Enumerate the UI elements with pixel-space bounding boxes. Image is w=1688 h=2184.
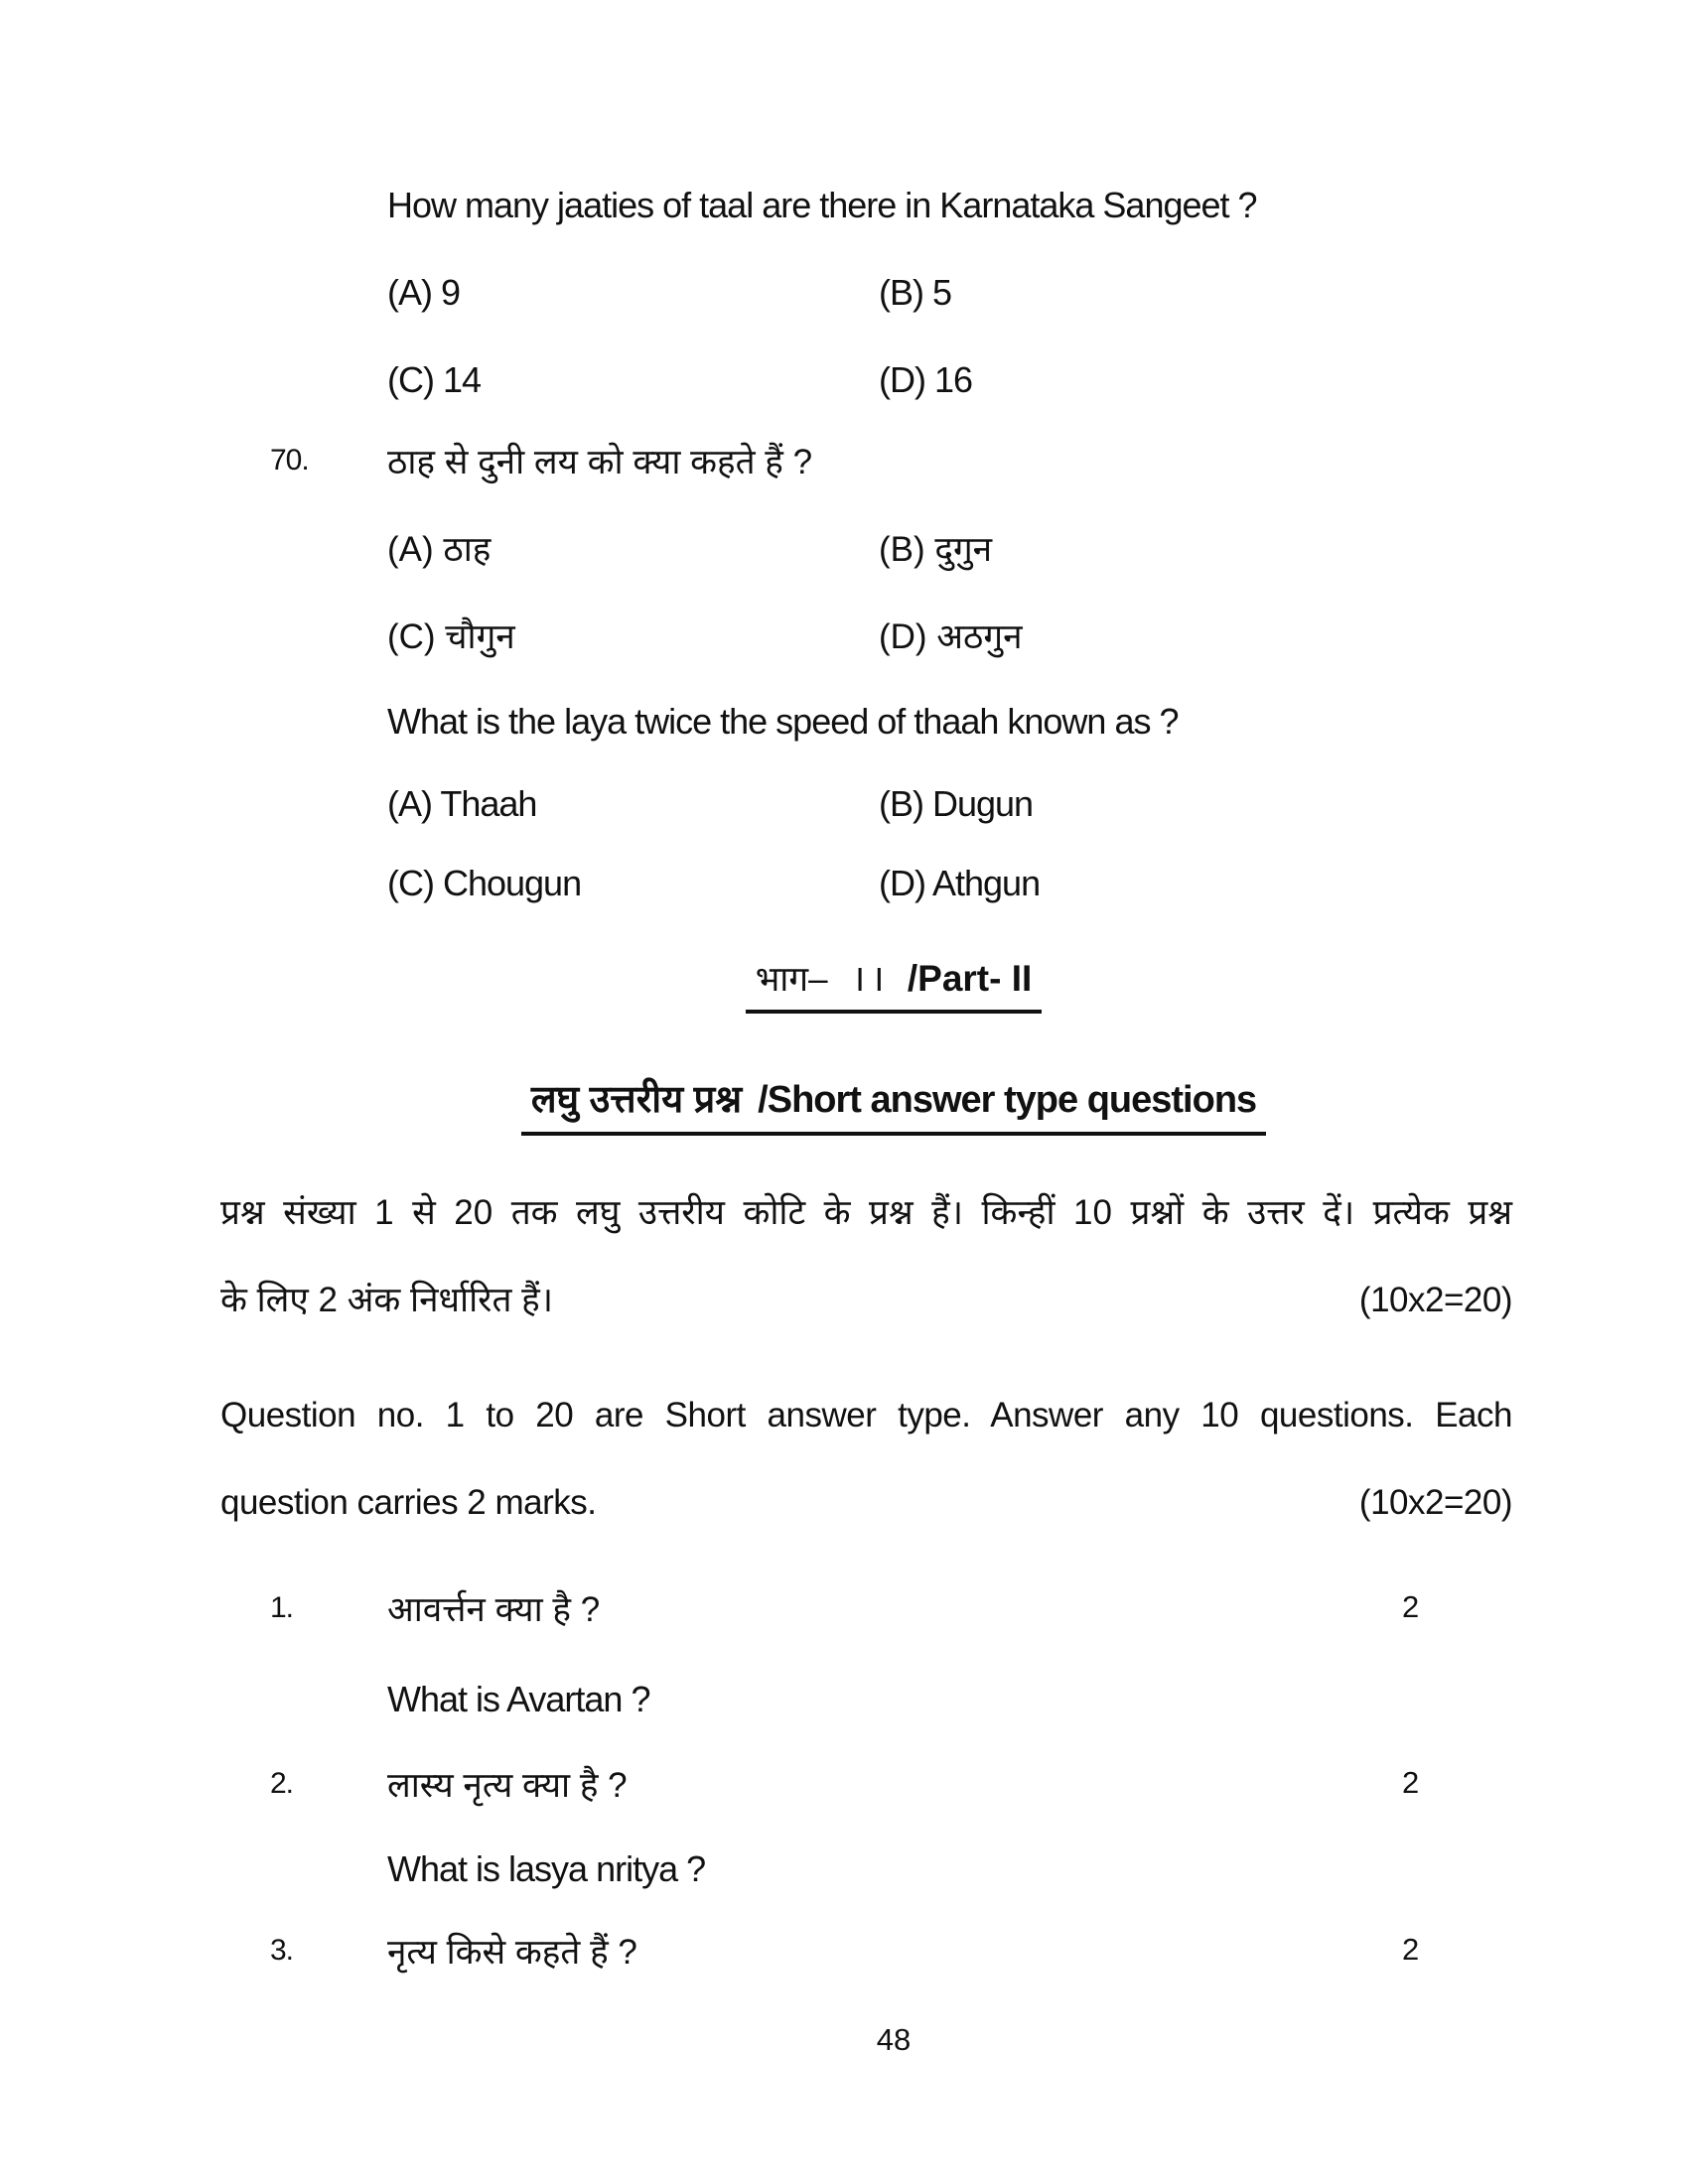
option-d: (D) अठगुन (879, 617, 1023, 656)
question-marks: 2 (1402, 1932, 1420, 1967)
option-b: (B) 5 (879, 272, 952, 313)
mcq-question-70-english-text: What is the laya twice the speed of thaah known as ? (387, 701, 1179, 742)
question-number: 2. (270, 1767, 294, 1800)
section-marks-hindi: (10x2=20) (1358, 1281, 1512, 1319)
mcq-question-70 (0, 438, 1688, 489)
mcq-option-row (0, 783, 1688, 835)
mcq-option-row (0, 359, 1688, 411)
option-c: (C) Chougun (387, 863, 582, 903)
option-b: (B) Dugun (879, 783, 1034, 824)
question-english-text: What is Avartan ? (387, 1679, 650, 1719)
question-marks: 2 (1402, 1765, 1420, 1800)
short-answer-heading-hindi: लघु उत्तरीय प्रश्न (530, 1079, 743, 1121)
question-english-text: What is lasya nritya ? (387, 1848, 706, 1889)
question-hindi-text: ठाह से दुनी लय को क्या कहते हैं ? (387, 443, 813, 481)
question-number: 1. (270, 1591, 294, 1624)
question-marks: 2 (1402, 1589, 1420, 1624)
short-answer-heading-band (99, 1072, 1688, 1136)
section-marks-english: (10x2=20) (1358, 1483, 1512, 1522)
part2-heading-band (99, 955, 1688, 1014)
instructions-english-line1: Question no. 1 to 20 are Short answer type. Answer any 10 questions. Each (220, 1396, 1512, 1434)
question-hindi-text: आवर्त्तन क्या है ? (387, 1590, 601, 1629)
short-question-1 (0, 1585, 1688, 1637)
part2-heading (746, 955, 1043, 1014)
instructions-hindi-line1: प्रश्न संख्या 1 से 20 तक लघु उत्तरीय कोटि के प्रश्न हैं। किन्हीं 10 प्रश्नों के उत्तर दें। प्रत्येक प्रश्न (220, 1193, 1512, 1232)
short-answer-heading-english: /Short answer type questions (758, 1079, 1257, 1121)
option-c: (C) चौगुन (387, 617, 515, 656)
instructions-english-line2: question carries 2 marks. (220, 1483, 597, 1522)
option-a: (A) Thaah (387, 783, 537, 824)
instructions-hindi-line2-row (220, 1276, 1512, 1322)
mcq-question-english-text: How many jaaties of taal are there in Karnataka Sangeet ? (387, 185, 1257, 225)
part2-heading-english: /Part- II (907, 958, 1033, 999)
mcq-option-row (0, 613, 1688, 664)
instructions-hindi-line2: के लिए 2 अंक निर्धारित हैं। (220, 1281, 553, 1319)
short-question-3 (0, 1928, 1688, 1979)
mcq-option-row (0, 272, 1688, 324)
question-hindi-text: लास्य नृत्य क्या है ? (387, 1766, 628, 1805)
option-b: (B) दुगुन (879, 530, 993, 569)
option-a: (A) 9 (387, 272, 461, 313)
instructions-english-line2-row (220, 1483, 1512, 1523)
part2-heading-roman-numeral: II (855, 961, 894, 998)
option-d: (D) Athgun (879, 863, 1041, 903)
option-d: (D) 16 (879, 359, 973, 400)
option-c: (C) 14 (387, 359, 482, 400)
part2-heading-hindi: भाग– (755, 960, 828, 999)
mcq-option-row (0, 525, 1688, 577)
mcq-option-row (0, 863, 1688, 914)
page-number: 48 (876, 2022, 912, 2057)
question-hindi-text: नृत्य किसे कहते हैं ? (387, 1933, 637, 1972)
question-number: 3. (270, 1934, 294, 1967)
question-number: 70. (270, 444, 309, 477)
short-question-2 (0, 1761, 1688, 1813)
option-a: (A) ठाह (387, 530, 492, 569)
short-answer-heading (521, 1072, 1266, 1136)
